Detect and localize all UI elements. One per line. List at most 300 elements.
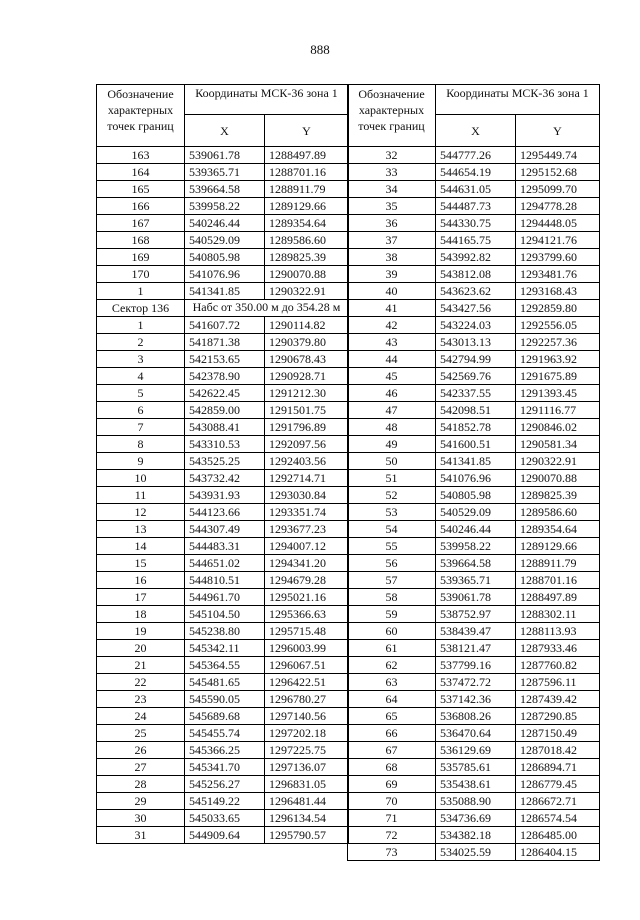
y-coordinate-cell: 1288911.79: [265, 181, 349, 198]
x-coordinate-cell: 542378.90: [185, 368, 265, 385]
y-coordinate-cell: 1290678.43: [265, 351, 349, 368]
table-row: [348, 300, 600, 317]
table-row: [348, 147, 600, 164]
y-coordinate-cell: 1289586.60: [516, 504, 600, 521]
table-row: [97, 623, 349, 640]
table-row: [97, 742, 349, 759]
x-coordinate-cell: 544487.73: [436, 198, 516, 215]
x-coordinate-cell: 534382.18: [436, 827, 516, 844]
point-number-cell: 6: [97, 402, 185, 419]
point-number-cell: 166: [97, 198, 185, 215]
y-coordinate-cell: 1294341.20: [265, 555, 349, 572]
x-coordinate-cell: 541607.72: [185, 317, 265, 334]
table-row: [97, 776, 349, 793]
point-number-cell: 60: [348, 623, 436, 640]
y-coordinate-cell: 1293799.60: [516, 249, 600, 266]
y-coordinate-cell: 1287760.82: [516, 657, 600, 674]
y-coordinate-cell: 1295021.16: [265, 589, 349, 606]
x-coordinate-cell: 543992.82: [436, 249, 516, 266]
y-coordinate-cell: 1286779.45: [516, 776, 600, 793]
y-coordinate-cell: 1290379.80: [265, 334, 349, 351]
x-coordinate-cell: 536808.26: [436, 708, 516, 725]
y-coordinate-cell: 1295366.63: [265, 606, 349, 623]
point-number-cell: 49: [348, 436, 436, 453]
point-number-cell: 19: [97, 623, 185, 640]
x-coordinate-cell: 539365.71: [185, 164, 265, 181]
y-coordinate-cell: 1294679.28: [265, 572, 349, 589]
point-number-cell: 54: [348, 521, 436, 538]
table-row: [348, 317, 600, 334]
y-coordinate-cell: 1287150.49: [516, 725, 600, 742]
table-row: [348, 691, 600, 708]
x-coordinate-cell: 545256.27: [185, 776, 265, 793]
table-row: [348, 283, 600, 300]
x-coordinate-cell: 544777.26: [436, 147, 516, 164]
point-number-cell: 10: [97, 470, 185, 487]
header-x: X: [185, 115, 265, 147]
x-coordinate-cell: 537142.36: [436, 691, 516, 708]
x-coordinate-cell: 545342.11: [185, 640, 265, 657]
table-row: [348, 232, 600, 249]
table-row: [97, 725, 349, 742]
point-number-cell: 164: [97, 164, 185, 181]
y-coordinate-cell: 1290322.91: [516, 453, 600, 470]
table-row: [97, 521, 349, 538]
point-number-cell: 13: [97, 521, 185, 538]
header-point-label: Обозначение характерных точек границ: [97, 85, 185, 147]
y-coordinate-cell: 1290928.71: [265, 368, 349, 385]
point-number-cell: 50: [348, 453, 436, 470]
table-row: [97, 368, 349, 385]
table-row: [97, 266, 349, 283]
point-number-cell: 35: [348, 198, 436, 215]
point-number-cell: 18: [97, 606, 185, 623]
x-coordinate-cell: 539664.58: [436, 555, 516, 572]
point-number-cell: 9: [97, 453, 185, 470]
header-coord-group: Координаты МСК-36 зона 1: [185, 85, 349, 115]
x-coordinate-cell: 542153.65: [185, 351, 265, 368]
point-number-cell: 48: [348, 419, 436, 436]
y-coordinate-cell: 1296831.05: [265, 776, 349, 793]
y-coordinate-cell: 1287018.42: [516, 742, 600, 759]
table-row: [348, 844, 600, 861]
y-coordinate-cell: 1295152.68: [516, 164, 600, 181]
table-row: [97, 215, 349, 232]
x-coordinate-cell: 534736.69: [436, 810, 516, 827]
table-row: [97, 317, 349, 334]
point-number-cell: 70: [348, 793, 436, 810]
table-row: [348, 215, 600, 232]
x-coordinate-cell: 537472.72: [436, 674, 516, 691]
table-row: [97, 640, 349, 657]
table-row: [348, 487, 600, 504]
point-number-cell: 67: [348, 742, 436, 759]
coordinates-table-right: [347, 84, 600, 861]
y-coordinate-cell: 1289129.66: [265, 198, 349, 215]
point-number-cell: 40: [348, 283, 436, 300]
point-number-cell: 11: [97, 487, 185, 504]
y-coordinate-cell: 1290322.91: [265, 283, 349, 300]
header-point-label: Обозначение характерных точек границ: [348, 85, 436, 147]
y-coordinate-cell: 1295099.70: [516, 181, 600, 198]
table-row: [348, 453, 600, 470]
sector-name: Сектор 136: [97, 300, 185, 317]
y-coordinate-cell: 1293677.23: [265, 521, 349, 538]
x-coordinate-cell: 545366.25: [185, 742, 265, 759]
point-number-cell: 69: [348, 776, 436, 793]
point-number-cell: 23: [97, 691, 185, 708]
x-coordinate-cell: 544961.70: [185, 589, 265, 606]
x-coordinate-cell: 541600.51: [436, 436, 516, 453]
point-number-cell: 56: [348, 555, 436, 572]
point-number-cell: 21: [97, 657, 185, 674]
y-coordinate-cell: 1290114.82: [265, 317, 349, 334]
point-number-cell: 27: [97, 759, 185, 776]
y-coordinate-cell: 1290846.02: [516, 419, 600, 436]
sector-height-range: Набс от 350.00 м до 354.28 м: [185, 300, 349, 317]
y-coordinate-cell: 1288302.11: [516, 606, 600, 623]
x-coordinate-cell: 541341.85: [436, 453, 516, 470]
y-coordinate-cell: 1288701.16: [265, 164, 349, 181]
page-number: 888: [310, 42, 330, 57]
x-coordinate-cell: 539061.78: [185, 147, 265, 164]
x-coordinate-cell: 545149.22: [185, 793, 265, 810]
x-coordinate-cell: 541341.85: [185, 283, 265, 300]
table-row: [97, 555, 349, 572]
table-row: [348, 351, 600, 368]
x-coordinate-cell: 540805.98: [436, 487, 516, 504]
point-number-cell: 168: [97, 232, 185, 249]
x-coordinate-cell: 540246.44: [436, 521, 516, 538]
x-coordinate-cell: 541076.96: [436, 470, 516, 487]
table-row: [348, 742, 600, 759]
x-coordinate-cell: 544909.64: [185, 827, 265, 844]
table-row: [348, 657, 600, 674]
y-coordinate-cell: 1296422.51: [265, 674, 349, 691]
x-coordinate-cell: 544483.31: [185, 538, 265, 555]
table-body: [97, 147, 349, 300]
table-row: [97, 589, 349, 606]
point-number-cell: 58: [348, 589, 436, 606]
y-coordinate-cell: 1296067.51: [265, 657, 349, 674]
x-coordinate-cell: 543013.13: [436, 334, 516, 351]
x-coordinate-cell: 540529.09: [436, 504, 516, 521]
header-y: Y: [265, 115, 349, 147]
point-number-cell: 37: [348, 232, 436, 249]
point-number-cell: 73: [348, 844, 436, 861]
x-coordinate-cell: 543525.25: [185, 453, 265, 470]
x-coordinate-cell: 543088.41: [185, 419, 265, 436]
y-coordinate-cell: 1289586.60: [265, 232, 349, 249]
table-row: [348, 266, 600, 283]
x-coordinate-cell: 544330.75: [436, 215, 516, 232]
x-coordinate-cell: 543812.08: [436, 266, 516, 283]
x-coordinate-cell: 542569.76: [436, 368, 516, 385]
y-coordinate-cell: 1295790.57: [265, 827, 349, 844]
y-coordinate-cell: 1296003.99: [265, 640, 349, 657]
table-row: [97, 436, 349, 453]
y-coordinate-cell: 1289354.64: [265, 215, 349, 232]
y-coordinate-cell: 1289825.39: [265, 249, 349, 266]
table-row: [97, 810, 349, 827]
point-number-cell: 1: [97, 317, 185, 334]
table-row: [97, 504, 349, 521]
coordinates-table-left: [96, 84, 349, 844]
y-coordinate-cell: 1288497.89: [516, 589, 600, 606]
x-coordinate-cell: 545455.74: [185, 725, 265, 742]
table-row: [348, 164, 600, 181]
x-coordinate-cell: 540529.09: [185, 232, 265, 249]
table-row: [348, 538, 600, 555]
table-row: [97, 249, 349, 266]
point-number-cell: 26: [97, 742, 185, 759]
point-number-cell: 55: [348, 538, 436, 555]
x-coordinate-cell: 535438.61: [436, 776, 516, 793]
x-coordinate-cell: 545590.05: [185, 691, 265, 708]
x-coordinate-cell: 534025.59: [436, 844, 516, 861]
point-number-cell: 28: [97, 776, 185, 793]
x-coordinate-cell: 542622.45: [185, 385, 265, 402]
point-number-cell: 167: [97, 215, 185, 232]
y-coordinate-cell: 1294778.28: [516, 198, 600, 215]
point-number-cell: 24: [97, 708, 185, 725]
table-row: [97, 572, 349, 589]
x-coordinate-cell: 538439.47: [436, 623, 516, 640]
table-row: [97, 674, 349, 691]
point-number-cell: 68: [348, 759, 436, 776]
y-coordinate-cell: 1293351.74: [265, 504, 349, 521]
point-number-cell: 65: [348, 708, 436, 725]
table-row: [97, 657, 349, 674]
y-coordinate-cell: 1294007.12: [265, 538, 349, 555]
point-number-cell: 57: [348, 572, 436, 589]
table-row: [348, 623, 600, 640]
point-number-cell: 51: [348, 470, 436, 487]
x-coordinate-cell: 542098.51: [436, 402, 516, 419]
x-coordinate-cell: 543623.62: [436, 283, 516, 300]
y-coordinate-cell: 1286894.71: [516, 759, 600, 776]
y-coordinate-cell: 1286485.00: [516, 827, 600, 844]
header-x: X: [436, 115, 516, 147]
x-coordinate-cell: 541852.78: [436, 419, 516, 436]
table-row: [348, 555, 600, 572]
table-row: [348, 470, 600, 487]
point-number-cell: 62: [348, 657, 436, 674]
point-number-cell: 14: [97, 538, 185, 555]
y-coordinate-cell: 1291675.89: [516, 368, 600, 385]
point-number-cell: 34: [348, 181, 436, 198]
point-number-cell: 22: [97, 674, 185, 691]
y-coordinate-cell: 1296481.44: [265, 793, 349, 810]
y-coordinate-cell: 1286574.54: [516, 810, 600, 827]
x-coordinate-cell: 538752.97: [436, 606, 516, 623]
y-coordinate-cell: 1291212.30: [265, 385, 349, 402]
point-number-cell: 44: [348, 351, 436, 368]
x-coordinate-cell: 544307.49: [185, 521, 265, 538]
table-row: [348, 419, 600, 436]
y-coordinate-cell: 1290070.88: [265, 266, 349, 283]
table-row: [97, 708, 349, 725]
x-coordinate-cell: 542337.55: [436, 385, 516, 402]
x-coordinate-cell: 543931.93: [185, 487, 265, 504]
x-coordinate-cell: 544651.02: [185, 555, 265, 572]
table-row: [348, 640, 600, 657]
y-coordinate-cell: 1290581.34: [516, 436, 600, 453]
point-number-cell: 25: [97, 725, 185, 742]
point-number-cell: 17: [97, 589, 185, 606]
y-coordinate-cell: 1293168.43: [516, 283, 600, 300]
table-row: [97, 232, 349, 249]
x-coordinate-cell: 543224.03: [436, 317, 516, 334]
table-row: [348, 198, 600, 215]
point-number-cell: 36: [348, 215, 436, 232]
x-coordinate-cell: 544654.19: [436, 164, 516, 181]
x-coordinate-cell: 545364.55: [185, 657, 265, 674]
x-coordinate-cell: 540246.44: [185, 215, 265, 232]
table-row: [348, 708, 600, 725]
x-coordinate-cell: 545033.65: [185, 810, 265, 827]
x-coordinate-cell: 535088.90: [436, 793, 516, 810]
x-coordinate-cell: 544810.51: [185, 572, 265, 589]
table-row: [348, 249, 600, 266]
x-coordinate-cell: 543427.56: [436, 300, 516, 317]
y-coordinate-cell: 1292714.71: [265, 470, 349, 487]
y-coordinate-cell: 1297202.18: [265, 725, 349, 742]
x-coordinate-cell: 539958.22: [436, 538, 516, 555]
table-row: [97, 198, 349, 215]
point-number-cell: 41: [348, 300, 436, 317]
x-coordinate-cell: 544123.66: [185, 504, 265, 521]
y-coordinate-cell: 1288113.93: [516, 623, 600, 640]
y-coordinate-cell: 1286404.15: [516, 844, 600, 861]
point-number-cell: 169: [97, 249, 185, 266]
y-coordinate-cell: 1288911.79: [516, 555, 600, 572]
y-coordinate-cell: 1292257.36: [516, 334, 600, 351]
point-number-cell: 15: [97, 555, 185, 572]
x-coordinate-cell: 541076.96: [185, 266, 265, 283]
point-number-cell: 4: [97, 368, 185, 385]
point-number-cell: 47: [348, 402, 436, 419]
point-number-cell: 66: [348, 725, 436, 742]
point-number-cell: 45: [348, 368, 436, 385]
point-number-cell: 20: [97, 640, 185, 657]
point-number-cell: 163: [97, 147, 185, 164]
y-coordinate-cell: 1296780.27: [265, 691, 349, 708]
x-coordinate-cell: 539061.78: [436, 589, 516, 606]
table-row: [348, 521, 600, 538]
y-coordinate-cell: 1288701.16: [516, 572, 600, 589]
point-number-cell: 16: [97, 572, 185, 589]
y-coordinate-cell: 1292097.56: [265, 436, 349, 453]
y-coordinate-cell: 1293481.76: [516, 266, 600, 283]
x-coordinate-cell: 535785.61: [436, 759, 516, 776]
table-row: [97, 351, 349, 368]
table-row: [97, 402, 349, 419]
table-row: [348, 725, 600, 742]
table-row: [97, 385, 349, 402]
x-coordinate-cell: 544165.75: [436, 232, 516, 249]
table-row: [348, 334, 600, 351]
point-number-cell: 46: [348, 385, 436, 402]
table-row: [348, 674, 600, 691]
x-coordinate-cell: 545689.68: [185, 708, 265, 725]
table-row: [348, 759, 600, 776]
point-number-cell: 29: [97, 793, 185, 810]
table-row: [97, 606, 349, 623]
point-number-cell: 63: [348, 674, 436, 691]
point-number-cell: 31: [97, 827, 185, 844]
x-coordinate-cell: 544631.05: [436, 181, 516, 198]
y-coordinate-cell: 1292556.05: [516, 317, 600, 334]
x-coordinate-cell: 545104.50: [185, 606, 265, 623]
table-row: [97, 538, 349, 555]
table-row: [97, 164, 349, 181]
point-number-cell: 3: [97, 351, 185, 368]
point-number-cell: 64: [348, 691, 436, 708]
y-coordinate-cell: 1297136.07: [265, 759, 349, 776]
table-row: [97, 283, 349, 300]
point-number-cell: 7: [97, 419, 185, 436]
x-coordinate-cell: 539664.58: [185, 181, 265, 198]
point-number-cell: 33: [348, 164, 436, 181]
table-row: [97, 691, 349, 708]
y-coordinate-cell: 1289129.66: [516, 538, 600, 555]
y-coordinate-cell: 1287596.11: [516, 674, 600, 691]
table-row: [97, 147, 349, 164]
table-row: [97, 759, 349, 776]
table-row: [348, 504, 600, 521]
x-coordinate-cell: 545481.65: [185, 674, 265, 691]
x-coordinate-cell: 541871.38: [185, 334, 265, 351]
y-coordinate-cell: 1297140.56: [265, 708, 349, 725]
y-coordinate-cell: 1296134.54: [265, 810, 349, 827]
table-row: [348, 827, 600, 844]
point-number-cell: 72: [348, 827, 436, 844]
y-coordinate-cell: 1294121.76: [516, 232, 600, 249]
point-number-cell: 61: [348, 640, 436, 657]
table-body: [348, 147, 600, 861]
y-coordinate-cell: 1295449.74: [516, 147, 600, 164]
table-row: [97, 453, 349, 470]
y-coordinate-cell: 1294448.05: [516, 215, 600, 232]
point-number-cell: 5: [97, 385, 185, 402]
y-coordinate-cell: 1291963.92: [516, 351, 600, 368]
x-coordinate-cell: 543732.42: [185, 470, 265, 487]
x-coordinate-cell: 536129.69: [436, 742, 516, 759]
x-coordinate-cell: 545341.70: [185, 759, 265, 776]
table-row: [348, 181, 600, 198]
table-row: [348, 589, 600, 606]
point-number-cell: 52: [348, 487, 436, 504]
y-coordinate-cell: 1287439.42: [516, 691, 600, 708]
point-number-cell: 32: [348, 147, 436, 164]
header-y: Y: [516, 115, 600, 147]
y-coordinate-cell: 1289825.39: [516, 487, 600, 504]
y-coordinate-cell: 1286672.71: [516, 793, 600, 810]
y-coordinate-cell: 1291796.89: [265, 419, 349, 436]
y-coordinate-cell: 1292859.80: [516, 300, 600, 317]
table-row: [97, 419, 349, 436]
x-coordinate-cell: 539365.71: [436, 572, 516, 589]
point-number-cell: 170: [97, 266, 185, 283]
y-coordinate-cell: 1295715.48: [265, 623, 349, 640]
y-coordinate-cell: 1291393.45: [516, 385, 600, 402]
y-coordinate-cell: 1287933.46: [516, 640, 600, 657]
x-coordinate-cell: 542859.00: [185, 402, 265, 419]
x-coordinate-cell: 537799.16: [436, 657, 516, 674]
table-row: [348, 402, 600, 419]
y-coordinate-cell: 1287290.85: [516, 708, 600, 725]
